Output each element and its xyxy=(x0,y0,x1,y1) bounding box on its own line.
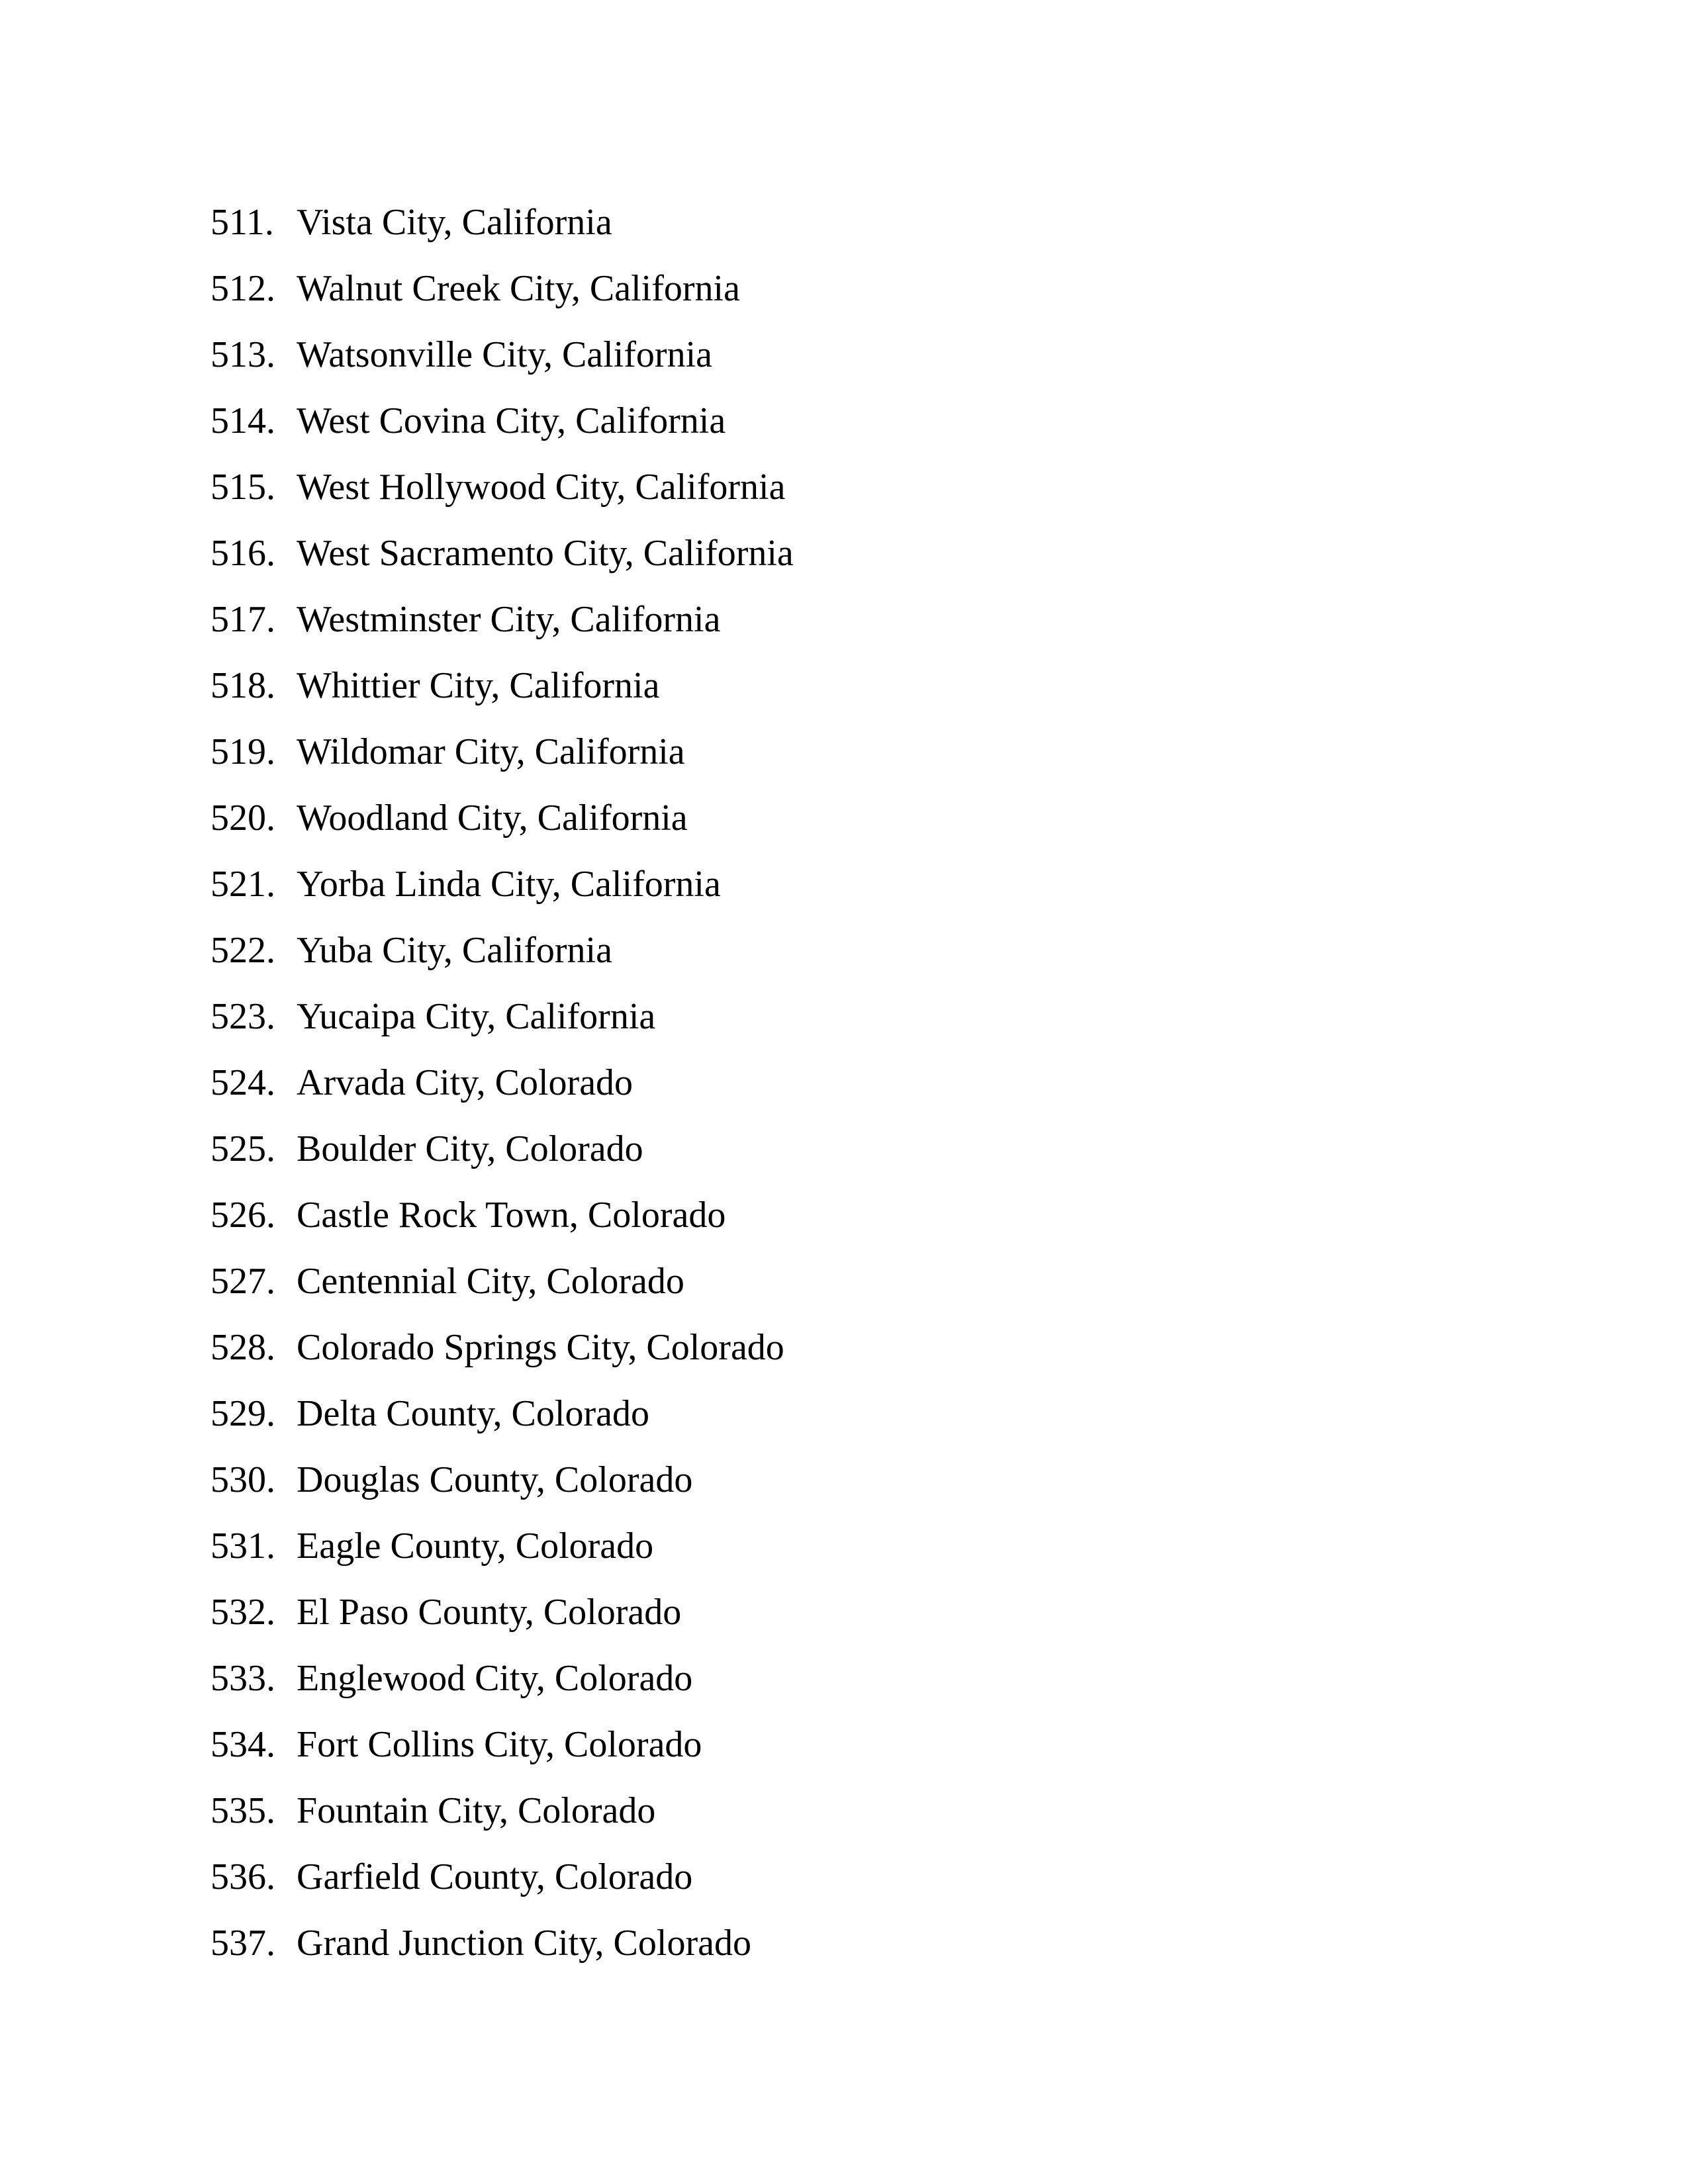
list-item-text: Eagle County, Colorado xyxy=(297,1525,654,1567)
list-item-text: West Covina City, California xyxy=(297,400,726,441)
list-item xyxy=(211,527,794,593)
list-item-number: 532. xyxy=(211,1592,275,1633)
list-item xyxy=(211,990,794,1056)
list-item-number: 523. xyxy=(211,996,275,1037)
list-item-number: 518. xyxy=(211,665,275,706)
list-item-number: 525. xyxy=(211,1128,275,1169)
list-item-number: 514. xyxy=(211,400,275,441)
list-item xyxy=(211,1520,794,1586)
list-item-text: El Paso County, Colorado xyxy=(297,1592,682,1633)
list-item-number: 527. xyxy=(211,1261,275,1302)
list-item xyxy=(211,1387,794,1453)
list-item xyxy=(211,1850,794,1917)
list-item xyxy=(211,461,794,527)
list-item-text: Grand Junction City, Colorado xyxy=(297,1923,751,1964)
list-item xyxy=(211,1321,794,1387)
list-item xyxy=(211,1784,794,1850)
list-item-text: Yuba City, California xyxy=(297,930,612,971)
list-item xyxy=(211,394,794,461)
list-item-number: 513. xyxy=(211,334,275,375)
list-item-text: Watsonville City, California xyxy=(297,334,712,375)
list-item-number: 534. xyxy=(211,1724,275,1765)
list-item xyxy=(211,792,794,858)
list-item-text: Delta County, Colorado xyxy=(297,1393,649,1434)
list-item xyxy=(211,1056,794,1122)
list-item-number: 515. xyxy=(211,467,275,508)
list-item-text: Whittier City, California xyxy=(297,665,660,706)
list-item xyxy=(211,1718,794,1784)
list-item xyxy=(211,196,794,262)
list-item xyxy=(211,1917,794,1983)
list-item-number: 521. xyxy=(211,864,275,905)
list-item-text: Douglas County, Colorado xyxy=(297,1459,693,1500)
list-item-text: Garfield County, Colorado xyxy=(297,1856,693,1897)
list-item xyxy=(211,924,794,990)
list-item xyxy=(211,1453,794,1520)
list-item-text: Centennial City, Colorado xyxy=(297,1261,684,1302)
list-item-number: 535. xyxy=(211,1790,275,1831)
list-item xyxy=(211,328,794,394)
list-item-number: 533. xyxy=(211,1658,275,1699)
list-item-text: West Hollywood City, California xyxy=(297,467,786,508)
list-item-text: Yorba Linda City, California xyxy=(297,864,721,905)
list-item-number: 537. xyxy=(211,1923,275,1964)
list-item xyxy=(211,1122,794,1189)
list-item xyxy=(211,1189,794,1255)
list-item-number: 536. xyxy=(211,1856,275,1897)
list-item xyxy=(211,1652,794,1718)
list-item-text: Yucaipa City, California xyxy=(297,996,656,1037)
list-item-number: 524. xyxy=(211,1062,275,1103)
list-item xyxy=(211,593,794,659)
list-item-number: 522. xyxy=(211,930,275,971)
list-item-text: Boulder City, Colorado xyxy=(297,1128,643,1169)
list-item-text: Colorado Springs City, Colorado xyxy=(297,1327,784,1368)
list-item-text: Fort Collins City, Colorado xyxy=(297,1724,702,1765)
list-item-text: Woodland City, California xyxy=(297,797,688,839)
list-item-number: 517. xyxy=(211,599,275,640)
list-item-text: Englewood City, Colorado xyxy=(297,1658,693,1699)
list-item xyxy=(211,858,794,924)
list-item-number: 530. xyxy=(211,1459,275,1500)
list-item-text: Wildomar City, California xyxy=(297,731,685,772)
list-item-number: 511. xyxy=(211,202,274,243)
list-item xyxy=(211,1586,794,1652)
list-item-number: 528. xyxy=(211,1327,275,1368)
list-item xyxy=(211,262,794,328)
list-item-number: 512. xyxy=(211,268,275,309)
list-item-number: 531. xyxy=(211,1525,275,1567)
list-item-text: Fountain City, Colorado xyxy=(297,1790,656,1831)
list-item-text: West Sacramento City, California xyxy=(297,533,794,574)
jurisdiction-list xyxy=(211,196,794,1983)
list-item-text: Castle Rock Town, Colorado xyxy=(297,1195,726,1236)
list-item xyxy=(211,1255,794,1321)
list-item-number: 529. xyxy=(211,1393,275,1434)
list-item-text: Walnut Creek City, California xyxy=(297,268,740,309)
list-item-text: Westminster City, California xyxy=(297,599,721,640)
list-item-text: Arvada City, Colorado xyxy=(297,1062,633,1103)
list-item-number: 516. xyxy=(211,533,275,574)
list-item-text: Vista City, California xyxy=(297,202,612,243)
list-item xyxy=(211,659,794,725)
list-item xyxy=(211,725,794,792)
list-item-number: 519. xyxy=(211,731,275,772)
list-item-number: 520. xyxy=(211,797,275,839)
list-item-number: 526. xyxy=(211,1195,275,1236)
